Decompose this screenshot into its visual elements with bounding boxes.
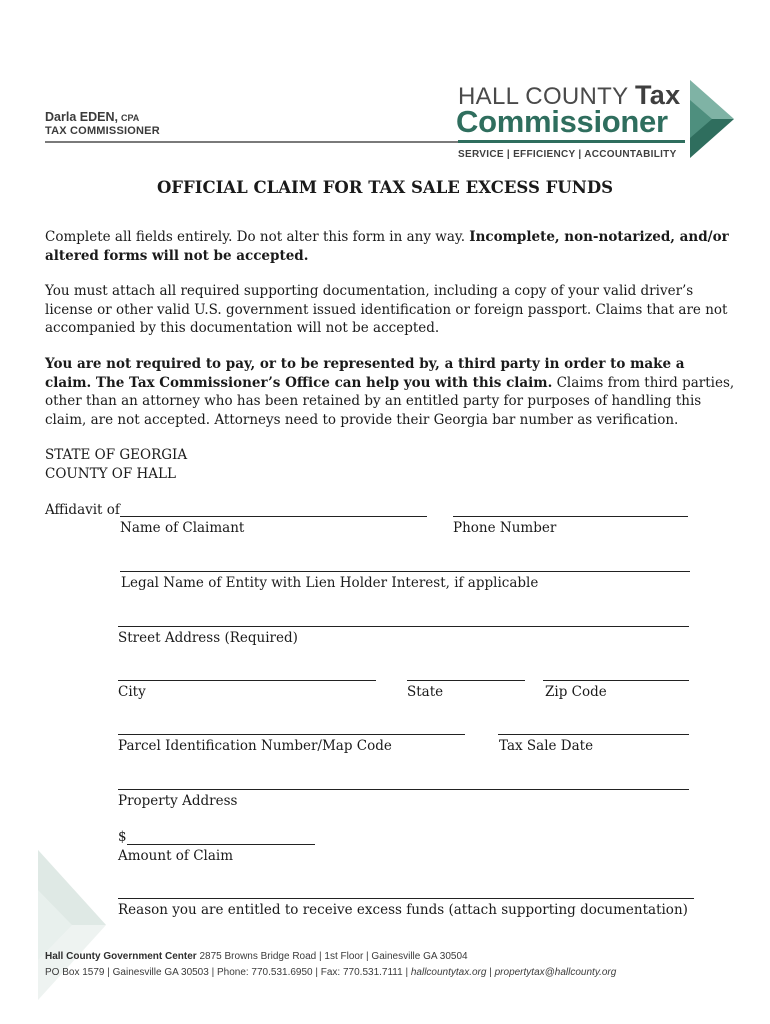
commissioner-name: Darla EDEN, CPA: [45, 110, 140, 124]
affidavit-label: Affidavit of: [45, 502, 120, 518]
tax-sale-date-field[interactable]: [498, 734, 689, 735]
logo-county-name: HALL COUNTY Tax: [458, 80, 681, 110]
instructions-paragraph-3: You are not required to pay, or to be represented by, a third party in order to make a claim. The Tax Commissioner’s Office can help you with this claim. Claims from third parties, other than an attorney who has been retained by an entitled party for purposes of handling this claim, are not accepted. Attorneys need to provide their Georgia bar number as verification.: [45, 356, 735, 428]
reason-label: Reason you are entitled to receive excess funds (attach supporting documentation): [118, 902, 688, 918]
tax-sale-date-label: Tax Sale Date: [499, 738, 594, 754]
claimant-name-field[interactable]: [120, 516, 427, 517]
instructions-paragraph-1: Complete all fields entirely. Do not alter this form in any way. Incomplete, non-notarized, and/or altered forms will not be accepted.: [45, 229, 729, 264]
parcel-id-label: Parcel Identification Number/Map Code: [118, 738, 392, 754]
property-address-label: Property Address: [118, 793, 238, 809]
zip-code-field[interactable]: [543, 680, 689, 681]
zip-code-label: Zip Code: [545, 684, 607, 700]
state-field-label: State: [407, 684, 444, 700]
legal-entity-label: Legal Name of Entity with Lien Holder Interest, if applicable: [121, 575, 539, 591]
instructions-paragraph-2: You must attach all required supporting documentation, including a copy of your valid driver’s license or other valid U.S. government issued identification or foreign passport. Claims that are not accompanied by this documentation will not be accepted.: [45, 283, 728, 336]
state-field[interactable]: [407, 680, 525, 681]
footer-contact: PO Box 1579 | Gainesville GA 30503 | Phone: 770.531.6950 | Fax: 770.531.7111 | hallcountytax.org | propertytax@hallcounty.org: [45, 967, 617, 978]
logo-triangle-mark: [688, 78, 736, 160]
currency-symbol: $: [118, 829, 127, 845]
phone-number-field[interactable]: [453, 516, 688, 517]
footer-email-link[interactable]: propertytax@hallcounty.org: [494, 967, 617, 978]
amount-of-claim-label: Amount of Claim: [118, 848, 234, 864]
claimant-name-label: Name of Claimant: [120, 520, 245, 536]
property-address-field[interactable]: [118, 789, 689, 790]
commissioner-credential: CPA: [120, 113, 140, 123]
logo-tax-word: Tax: [634, 80, 681, 110]
jurisdiction-block: [45, 446, 187, 483]
commissioner-title: TAX COMMISSIONER: [45, 125, 160, 137]
tagline: SERVICE | EFFICIENCY | ACCOUNTABILITY: [458, 149, 677, 160]
street-address-label: Street Address (Required): [118, 630, 298, 646]
header-divider-accent: [458, 140, 685, 143]
city-field[interactable]: [118, 680, 376, 681]
form-title: OFFICIAL CLAIM FOR TAX SALE EXCESS FUNDS: [156, 178, 614, 197]
amount-of-claim-field[interactable]: [127, 844, 315, 845]
legal-entity-field[interactable]: [120, 571, 690, 572]
state-label: STATE OF GEORGIA: [45, 447, 188, 463]
street-address-field[interactable]: [118, 626, 689, 627]
county-label: COUNTY OF HALL: [45, 465, 176, 482]
parcel-id-field[interactable]: [118, 734, 465, 735]
city-label: City: [118, 684, 146, 700]
logo-commissioner-word: Commissioner: [456, 104, 668, 139]
footer-address: Hall County Government Center 2875 Browns Bridge Road | 1st Floor | Gainesville GA 30504: [45, 951, 468, 962]
reason-field[interactable]: [118, 898, 694, 899]
phone-number-label: Phone Number: [453, 520, 557, 536]
footer-center-name: Hall County Government Center: [45, 951, 197, 962]
footer-website-link[interactable]: hallcountytax.org: [410, 967, 487, 978]
